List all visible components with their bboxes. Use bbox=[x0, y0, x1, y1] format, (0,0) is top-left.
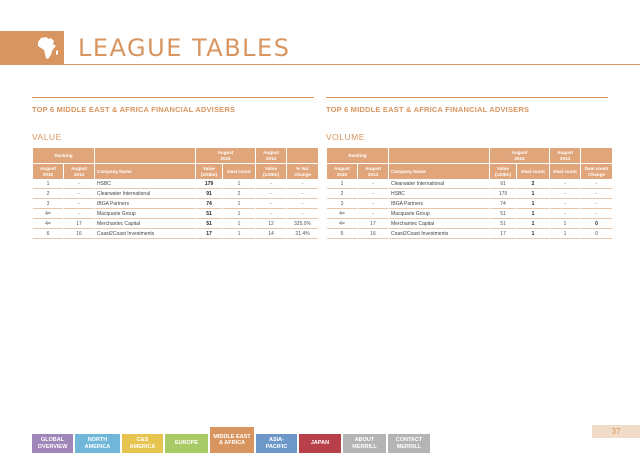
cell: 6 bbox=[327, 229, 357, 239]
cell: 4= bbox=[33, 209, 63, 219]
col-header: Value (US$m) bbox=[196, 163, 222, 179]
table-row bbox=[327, 229, 612, 239]
value-table bbox=[32, 148, 319, 239]
cell: 21.4% bbox=[287, 229, 318, 239]
cell: 16 bbox=[64, 229, 94, 239]
cell: IBGA Partners bbox=[95, 199, 195, 209]
cell: 6 bbox=[33, 229, 63, 239]
table-row bbox=[33, 179, 318, 189]
nav-tab-cs-america[interactable]: C&S AMERICA bbox=[122, 434, 163, 453]
cell: - bbox=[256, 209, 286, 219]
cell: 14 bbox=[256, 229, 286, 239]
table-row bbox=[33, 229, 318, 239]
table-row bbox=[33, 199, 318, 209]
header-blank bbox=[287, 148, 318, 163]
col-header: Company Name bbox=[95, 163, 195, 179]
cell: 1 bbox=[223, 209, 255, 219]
cell: - bbox=[256, 189, 286, 199]
cell: - bbox=[64, 189, 94, 199]
header-blank bbox=[95, 148, 195, 163]
cell: 325.0% bbox=[287, 219, 318, 229]
cell: - bbox=[581, 199, 612, 209]
cell: Coast2Coast Investments bbox=[95, 229, 195, 239]
col-header: Deal count bbox=[550, 163, 580, 179]
cell: HSBC bbox=[389, 189, 489, 199]
cell: 1 bbox=[517, 209, 549, 219]
col-header: Value (US$m) bbox=[490, 163, 516, 179]
cell: Coast2Coast Investments bbox=[389, 229, 489, 239]
nav-tab-japan[interactable]: JAPAN bbox=[299, 434, 341, 453]
cell: 91 bbox=[196, 189, 222, 199]
cell: Merchantec Capital bbox=[95, 219, 195, 229]
cell: Clearwater International bbox=[95, 189, 195, 199]
cell: - bbox=[358, 179, 388, 189]
section-title: TOP 6 MIDDLE EAST & AFRICA FINANCIAL ADVISERS bbox=[326, 105, 530, 114]
nav-tab-global-overview[interactable]: GLOBAL OVERVIEW bbox=[32, 434, 73, 453]
cell: 1 bbox=[517, 199, 549, 209]
cell: - bbox=[287, 189, 318, 199]
cell: - bbox=[256, 199, 286, 209]
cell: 1 bbox=[223, 229, 255, 239]
col-header: August 2015 bbox=[327, 163, 357, 179]
col-header: Company Name bbox=[389, 163, 489, 179]
cell: Merchantec Capital bbox=[389, 219, 489, 229]
section-rule bbox=[326, 97, 608, 98]
volume-section bbox=[326, 97, 608, 239]
cell: 0 bbox=[581, 219, 612, 229]
cell: 4= bbox=[327, 209, 357, 219]
period-header-2014: August 2014 bbox=[550, 148, 580, 163]
cell: - bbox=[581, 179, 612, 189]
cell: 3 bbox=[327, 199, 357, 209]
cell: 51 bbox=[490, 219, 516, 229]
cell: 17 bbox=[490, 229, 516, 239]
cell: 12 bbox=[256, 219, 286, 229]
col-header: Value (US$m) bbox=[256, 163, 286, 179]
cell: 74 bbox=[490, 199, 516, 209]
cell: 1 bbox=[517, 219, 549, 229]
volume-table bbox=[326, 148, 613, 239]
section-subtitle: VALUE bbox=[32, 132, 62, 142]
table-row bbox=[33, 189, 318, 199]
cell: IBGA Partners bbox=[389, 199, 489, 209]
cell: 51 bbox=[490, 209, 516, 219]
section-rule bbox=[32, 97, 314, 98]
cell: 0 bbox=[581, 229, 612, 239]
cell: 74 bbox=[196, 199, 222, 209]
header-blank bbox=[581, 148, 612, 163]
cell: - bbox=[581, 189, 612, 199]
col-header: August 2014 bbox=[358, 163, 388, 179]
cell: 17 bbox=[196, 229, 222, 239]
cell: 2 bbox=[517, 179, 549, 189]
cell: 17 bbox=[358, 219, 388, 229]
cell: Macquarie Group bbox=[389, 209, 489, 219]
cell: 91 bbox=[490, 179, 516, 189]
cell: 1 bbox=[517, 229, 549, 239]
africa-icon bbox=[34, 35, 60, 61]
nav-tab-middle-east-africa[interactable]: MIDDLE EAST & AFRICA bbox=[210, 427, 254, 453]
cell: 17 bbox=[64, 219, 94, 229]
nav-tab-contact-merrill[interactable]: CONTACT MERRILL bbox=[388, 434, 430, 453]
cell: 3 bbox=[33, 199, 63, 209]
cell: - bbox=[358, 199, 388, 209]
table-row bbox=[327, 209, 612, 219]
cell: 2 bbox=[33, 189, 63, 199]
cell: 1 bbox=[550, 219, 580, 229]
cell: - bbox=[358, 209, 388, 219]
cell: 2 bbox=[327, 189, 357, 199]
col-header: Deal count bbox=[223, 163, 255, 179]
cell: - bbox=[256, 179, 286, 189]
col-header: August 2014 bbox=[64, 163, 94, 179]
cell: - bbox=[581, 209, 612, 219]
col-header: Deal count bbox=[517, 163, 549, 179]
period-header-2015: August 2015 bbox=[196, 148, 255, 163]
cell: - bbox=[64, 209, 94, 219]
cell: - bbox=[358, 189, 388, 199]
table-row bbox=[327, 199, 612, 209]
nav-tab-about-merrill[interactable]: ABOUT MERRILL bbox=[343, 434, 386, 453]
cell: 1 bbox=[517, 189, 549, 199]
cell: Macquarie Group bbox=[95, 209, 195, 219]
cell: - bbox=[64, 199, 94, 209]
cell: - bbox=[550, 179, 580, 189]
cell: 4= bbox=[327, 219, 357, 229]
cell: - bbox=[64, 179, 94, 189]
period-header-2014: August 2014 bbox=[256, 148, 286, 163]
cell: - bbox=[287, 179, 318, 189]
cell: 1 bbox=[327, 179, 357, 189]
ranking-header: Ranking bbox=[327, 148, 388, 163]
cell: HSBC bbox=[95, 179, 195, 189]
col-header: August 2015 bbox=[33, 163, 63, 179]
cell: 51 bbox=[196, 209, 222, 219]
cell: - bbox=[550, 199, 580, 209]
nav-tab-asia-pacific[interactable]: ASIA- PACIFIC bbox=[256, 434, 297, 453]
cell: - bbox=[550, 189, 580, 199]
cell: 4= bbox=[33, 219, 63, 229]
cell: 179 bbox=[196, 179, 222, 189]
header-blank bbox=[389, 148, 489, 163]
period-header-2015: August 2015 bbox=[490, 148, 549, 163]
nav-tab-north-america[interactable]: NORTH AMERICA bbox=[75, 434, 120, 453]
cell: 1 bbox=[223, 219, 255, 229]
cell: 179 bbox=[490, 189, 516, 199]
table-row bbox=[327, 219, 612, 229]
table-row bbox=[327, 179, 612, 189]
nav-tab-europe[interactable]: EUROPE bbox=[165, 434, 208, 453]
cell: 1 bbox=[550, 229, 580, 239]
cell: - bbox=[287, 199, 318, 209]
table-row bbox=[33, 219, 318, 229]
table-row bbox=[33, 209, 318, 219]
cell: - bbox=[550, 209, 580, 219]
page-number: 37 bbox=[592, 425, 640, 438]
cell: - bbox=[287, 209, 318, 219]
page-title: LEAGUE TABLES bbox=[78, 34, 291, 62]
col-header: Deal count Change bbox=[581, 163, 612, 179]
cell: 2 bbox=[223, 189, 255, 199]
col-header: % Val. Change bbox=[287, 163, 318, 179]
cell: Clearwater International bbox=[389, 179, 489, 189]
cell: 51 bbox=[196, 219, 222, 229]
cell: 1 bbox=[223, 179, 255, 189]
section-title: TOP 6 MIDDLE EAST & AFRICA FINANCIAL ADVISERS bbox=[32, 105, 236, 114]
cell: 1 bbox=[223, 199, 255, 209]
cell: 1 bbox=[33, 179, 63, 189]
header-rule bbox=[64, 64, 640, 65]
ranking-header: Ranking bbox=[33, 148, 94, 163]
cell: 16 bbox=[358, 229, 388, 239]
value-section bbox=[32, 97, 314, 239]
section-subtitle: VOLUME bbox=[326, 132, 365, 142]
table-row bbox=[327, 189, 612, 199]
